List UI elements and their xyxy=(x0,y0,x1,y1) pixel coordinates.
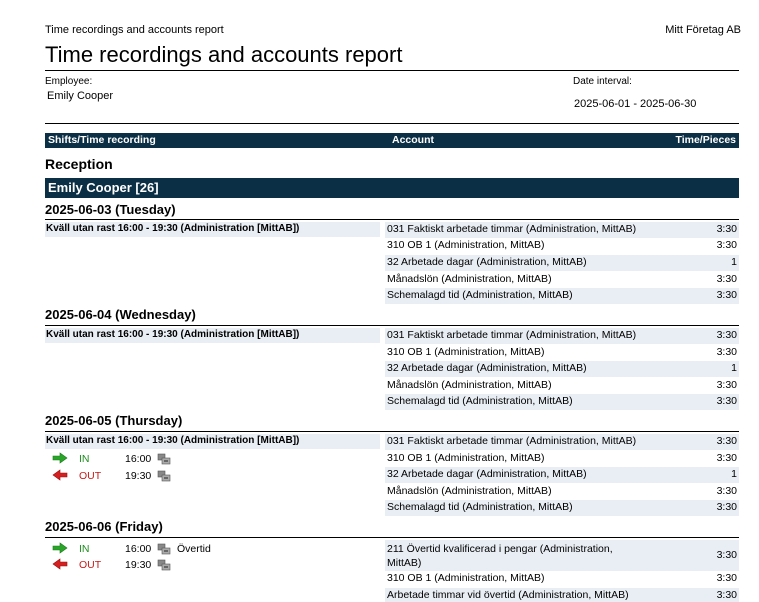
terminal-icon xyxy=(157,543,171,555)
account-name: 031 Faktiskt arbetade timmar (Administration, MittAB) xyxy=(387,435,637,447)
account-time: 3:30 xyxy=(716,501,737,513)
account-row xyxy=(385,394,739,410)
account-time: 3:30 xyxy=(716,589,737,601)
account-row xyxy=(385,222,739,238)
account-name: 031 Faktiskt arbetade timmar (Administration, MittAB) xyxy=(387,329,637,341)
day-divider xyxy=(45,325,739,326)
column-header-time: Time/Pieces xyxy=(675,134,736,146)
account-time: 3:30 xyxy=(716,346,737,358)
account-row xyxy=(385,361,739,377)
account-time: 1 xyxy=(731,362,737,374)
account-time: 3:30 xyxy=(716,549,737,561)
account-time: 3:30 xyxy=(716,329,737,341)
punch-direction: OUT xyxy=(79,470,102,482)
terminal-icon xyxy=(157,470,171,482)
account-time: 3:30 xyxy=(716,572,737,584)
account-row xyxy=(385,328,739,344)
account-row xyxy=(385,272,739,288)
account-row xyxy=(385,434,739,450)
punch-direction: IN xyxy=(79,453,90,465)
account-name: Månadslön (Administration, MittAB) xyxy=(387,485,552,497)
day-title: 2025-06-06 (Friday) xyxy=(45,519,163,534)
account-name: 32 Arbetade dagar (Administration, MittAB) xyxy=(387,468,587,480)
employee-name: Emily Cooper xyxy=(47,90,114,102)
account-name: Schemalagd tid (Administration, MittAB) xyxy=(387,289,573,301)
shift-row: Kväll utan rast 16:00 - 19:30 (Administration [MittAB]) xyxy=(45,434,380,449)
day-divider xyxy=(45,219,739,220)
account-row xyxy=(385,238,739,254)
terminal-icon xyxy=(157,559,171,571)
account-name: 310 OB 1 (Administration, MittAB) xyxy=(387,239,545,251)
day-title: 2025-06-05 (Thursday) xyxy=(45,413,183,428)
account-time: 3:30 xyxy=(716,485,737,497)
day-divider xyxy=(45,537,739,538)
account-row xyxy=(385,288,739,304)
account-name: Arbetade timmar vid övertid (Administration, MittAB) xyxy=(387,589,629,601)
arrow-right-icon xyxy=(52,542,68,554)
punch-time: 16:00 xyxy=(125,453,152,465)
report-top-bar xyxy=(45,24,741,36)
account-time: 3:30 xyxy=(716,273,737,285)
title-divider xyxy=(45,70,739,71)
column-header-bar xyxy=(45,133,739,148)
account-time: 1 xyxy=(731,256,737,268)
account-time: 3:30 xyxy=(716,452,737,464)
account-time: 3:30 xyxy=(716,223,737,235)
section-title: Reception xyxy=(45,156,113,172)
account-name: 031 Faktiskt arbetade timmar (Administration, MittAB) xyxy=(387,223,637,235)
info-divider xyxy=(45,123,739,124)
arrow-left-icon xyxy=(52,558,68,570)
punch-direction: IN xyxy=(79,543,90,555)
account-row xyxy=(385,255,739,271)
shift-row: Kväll utan rast 16:00 - 19:30 (Administration [MittAB]) xyxy=(45,328,380,343)
account-time: 3:30 xyxy=(716,239,737,251)
account-name: 32 Arbetade dagar (Administration, MittAB) xyxy=(387,362,587,374)
arrow-right-icon xyxy=(52,452,68,464)
account-row xyxy=(385,540,739,571)
account-row xyxy=(385,345,739,361)
punch-direction: OUT xyxy=(79,559,102,571)
account-name: 32 Arbetade dagar (Administration, MittAB) xyxy=(387,256,587,268)
account-name: Månadslön (Administration, MittAB) xyxy=(387,273,552,285)
arrow-left-icon xyxy=(52,469,68,481)
account-row xyxy=(385,467,739,483)
employee-bar: Emily Cooper [26] xyxy=(45,178,739,198)
account-name: Schemalagd tid (Administration, MittAB) xyxy=(387,501,573,513)
report-small-title: Time recordings and accounts report xyxy=(45,24,224,36)
day-title: 2025-06-03 (Tuesday) xyxy=(45,202,176,217)
account-name: 310 OB 1 (Administration, MittAB) xyxy=(387,346,545,358)
date-interval-value: 2025-06-01 - 2025-06-30 xyxy=(574,98,697,110)
account-name: 310 OB 1 (Administration, MittAB) xyxy=(387,452,545,464)
account-name: Schemalagd tid (Administration, MittAB) xyxy=(387,395,573,407)
account-row xyxy=(385,484,739,500)
column-header-shifts: Shifts/Time recording xyxy=(48,134,156,146)
terminal-icon xyxy=(157,453,171,465)
company-name: Mitt Företag AB xyxy=(665,24,741,36)
account-row xyxy=(385,500,739,516)
account-row xyxy=(385,378,739,394)
employee-label: Employee: xyxy=(45,76,93,87)
day-title: 2025-06-04 (Wednesday) xyxy=(45,307,196,322)
page-title: Time recordings and accounts report xyxy=(45,42,403,67)
account-row xyxy=(385,571,739,587)
punch-note: Övertid xyxy=(177,543,211,555)
account-time: 3:30 xyxy=(716,379,737,391)
date-interval-label: Date interval: xyxy=(573,76,632,87)
account-time: 1 xyxy=(731,468,737,480)
account-time: 3:30 xyxy=(716,435,737,447)
account-time: 3:30 xyxy=(716,289,737,301)
day-divider xyxy=(45,431,739,432)
account-name: Månadslön (Administration, MittAB) xyxy=(387,379,552,391)
punch-time: 19:30 xyxy=(125,470,152,482)
account-name: 310 OB 1 (Administration, MittAB) xyxy=(387,572,545,584)
account-row xyxy=(385,588,739,602)
punch-time: 19:30 xyxy=(125,559,152,571)
shift-row: Kväll utan rast 16:00 - 19:30 (Administration [MittAB]) xyxy=(45,222,380,237)
column-header-account: Account xyxy=(392,134,434,146)
account-name: 211 Övertid kvalificerad i pengar (Administration, MittAB) xyxy=(387,543,613,569)
punch-time: 16:00 xyxy=(125,543,152,555)
account-time: 3:30 xyxy=(716,395,737,407)
account-row xyxy=(385,451,739,467)
